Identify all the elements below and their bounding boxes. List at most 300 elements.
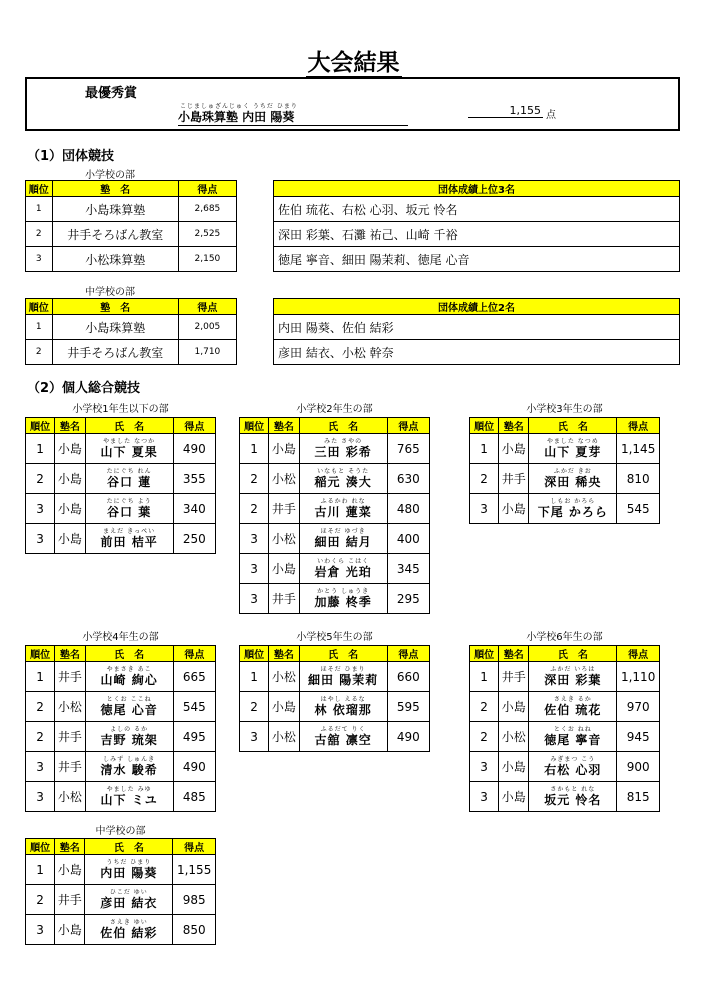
name-text: 坂元 怜名 bbox=[544, 793, 602, 807]
individual-school: 小島 bbox=[499, 752, 529, 782]
individual-score: 295 bbox=[387, 584, 429, 614]
individual-rank: 3 bbox=[26, 524, 55, 554]
individual-school: 小島 bbox=[55, 464, 85, 494]
individual-header-row bbox=[240, 418, 430, 434]
individual-name-cell bbox=[85, 692, 173, 722]
individual-rank: 2 bbox=[240, 494, 269, 524]
members-table bbox=[273, 180, 680, 272]
team-rank: 1 bbox=[26, 315, 53, 340]
individual-school: 井手 bbox=[55, 752, 85, 782]
individual-header-row bbox=[470, 418, 660, 434]
individual-name-cell bbox=[529, 752, 617, 782]
individual-score: 595 bbox=[387, 692, 429, 722]
individual-name-cell bbox=[299, 524, 387, 554]
individual-header-cell: 順位 bbox=[470, 418, 499, 434]
name-text: 徳尾 心音 bbox=[100, 703, 158, 717]
team-row bbox=[26, 247, 237, 272]
team-school: 井手そろばん教室 bbox=[52, 340, 178, 365]
individual-score: 545 bbox=[173, 692, 215, 722]
individual-header-cell: 氏 名 bbox=[85, 418, 173, 434]
individual-school: 小島 bbox=[499, 692, 529, 722]
team-row bbox=[26, 222, 237, 247]
individual-name-cell bbox=[85, 885, 173, 915]
individual-rank: 3 bbox=[26, 752, 55, 782]
individual-name-cell bbox=[299, 494, 387, 524]
individual-rank: 2 bbox=[26, 464, 55, 494]
individual-school: 井手 bbox=[269, 494, 299, 524]
name-text: 山下 ミユ bbox=[100, 793, 158, 807]
members-cell: 徳尾 寧音、細田 陽茉莉、徳尾 心音 bbox=[274, 247, 680, 272]
individual-rank: 3 bbox=[240, 554, 269, 584]
name-text: 下尾 かろら bbox=[537, 505, 608, 519]
individual-header-cell: 塾名 bbox=[269, 418, 299, 434]
individual-header-cell: 順位 bbox=[26, 839, 55, 855]
individual-row bbox=[240, 662, 430, 692]
individual-row bbox=[240, 434, 430, 464]
team-rank: 3 bbox=[26, 247, 53, 272]
team-school: 井手そろばん教室 bbox=[52, 222, 178, 247]
individual-rank: 1 bbox=[26, 434, 55, 464]
individual-rank: 1 bbox=[240, 434, 269, 464]
individual-rank: 3 bbox=[26, 494, 55, 524]
individual-score: 630 bbox=[387, 464, 429, 494]
team-header-cell: 塾 名 bbox=[52, 181, 178, 197]
mvp-unit: 点 bbox=[546, 110, 556, 121]
team-score: 2,525 bbox=[178, 222, 236, 247]
individual-name-cell bbox=[85, 464, 173, 494]
individual-name-cell bbox=[85, 524, 173, 554]
individual-name-cell bbox=[529, 434, 617, 464]
individual-school: 小松 bbox=[269, 722, 299, 752]
individual-rank: 3 bbox=[240, 524, 269, 554]
name-text: 深田 彩葉 bbox=[544, 673, 602, 687]
individual-table bbox=[469, 645, 660, 812]
name-text: 細田 結月 bbox=[314, 535, 372, 549]
individual-section-heading: （2）個人総合競技 bbox=[27, 381, 141, 396]
team-rank: 2 bbox=[26, 340, 53, 365]
individual-header-cell: 順位 bbox=[470, 646, 499, 662]
individual-name-cell bbox=[529, 782, 617, 812]
name-ruby: やまさき あこ bbox=[106, 666, 152, 673]
individual-score: 495 bbox=[173, 722, 215, 752]
individual-row bbox=[470, 434, 660, 464]
individual-name-cell bbox=[529, 662, 617, 692]
name-text: 佐伯 結彩 bbox=[100, 926, 158, 940]
individual-name-cell bbox=[299, 584, 387, 614]
individual-school: 小島 bbox=[499, 434, 529, 464]
individual-school: 小島 bbox=[269, 554, 299, 584]
team-score: 2,005 bbox=[178, 315, 236, 340]
individual-header-cell: 順位 bbox=[240, 646, 269, 662]
team-header-cell: 得点 bbox=[178, 299, 236, 315]
individual-header-cell: 得点 bbox=[387, 418, 429, 434]
team-header-cell: 順位 bbox=[26, 299, 53, 315]
individual-header-cell: 順位 bbox=[240, 418, 269, 434]
individual-row bbox=[240, 554, 430, 584]
individual-name-cell bbox=[529, 692, 617, 722]
individual-rank: 2 bbox=[240, 464, 269, 494]
individual-rank: 2 bbox=[26, 722, 55, 752]
individual-school: 井手 bbox=[55, 885, 85, 915]
individual-name-cell bbox=[299, 464, 387, 494]
name-text: 林 依瑠那 bbox=[314, 703, 372, 717]
individual-header-cell: 順位 bbox=[26, 646, 55, 662]
name-ruby: ふかだ いろは bbox=[550, 666, 596, 673]
page-title: 大会結果 bbox=[307, 50, 400, 76]
name-ruby: ふかだ きお bbox=[553, 468, 592, 475]
members-cell: 内田 陽葵、佐伯 結彩 bbox=[274, 315, 680, 340]
individual-school: 井手 bbox=[269, 584, 299, 614]
individual-school: 小島 bbox=[55, 434, 85, 464]
individual-rank: 1 bbox=[26, 662, 55, 692]
name-ruby: とくお ねね bbox=[553, 726, 592, 733]
members-header: 団体成績上位2名 bbox=[274, 299, 680, 315]
individual-rank: 3 bbox=[470, 752, 499, 782]
name-text: 三田 彩希 bbox=[314, 445, 372, 459]
individual-rank: 3 bbox=[26, 782, 55, 812]
members-row bbox=[274, 222, 680, 247]
name-ruby: やました みゆ bbox=[106, 786, 152, 793]
individual-row bbox=[240, 692, 430, 722]
individual-table bbox=[25, 645, 216, 812]
team-header-row bbox=[26, 299, 237, 315]
category-label: 小学校5年生の部 bbox=[296, 632, 373, 643]
individual-row bbox=[240, 524, 430, 554]
mvp-label: 最優秀賞 bbox=[85, 86, 138, 101]
individual-rank: 1 bbox=[26, 855, 55, 885]
mvp-score: 1,155 bbox=[468, 104, 543, 118]
individual-score: 815 bbox=[617, 782, 660, 812]
individual-school: 井手 bbox=[55, 662, 85, 692]
individual-score: 490 bbox=[173, 434, 215, 464]
individual-row bbox=[26, 782, 216, 812]
individual-score: 355 bbox=[173, 464, 215, 494]
individual-header-row bbox=[26, 646, 216, 662]
individual-header-cell: 塾名 bbox=[55, 646, 85, 662]
individual-header-cell: 氏 名 bbox=[299, 418, 387, 434]
individual-school: 小松 bbox=[269, 524, 299, 554]
individual-row bbox=[26, 722, 216, 752]
team-header-cell: 順位 bbox=[26, 181, 53, 197]
team-section-heading: （1）団体競技 bbox=[27, 149, 115, 164]
name-ruby: しみず しゅんき bbox=[103, 756, 156, 763]
name-ruby: さえき ゆい bbox=[109, 919, 148, 926]
name-ruby: ふるだて りく bbox=[320, 726, 366, 733]
mvp-name: 小島珠算塾 内田 陽葵 bbox=[178, 108, 408, 126]
individual-score: 490 bbox=[387, 722, 429, 752]
individual-table bbox=[25, 417, 216, 554]
individual-row bbox=[240, 722, 430, 752]
individual-rank: 2 bbox=[470, 464, 499, 494]
individual-name-cell bbox=[85, 752, 173, 782]
team-score: 1,710 bbox=[178, 340, 236, 365]
individual-header-cell: 氏 名 bbox=[299, 646, 387, 662]
name-text: 加藤 柊季 bbox=[314, 595, 372, 609]
name-text: 彦田 結衣 bbox=[100, 896, 158, 910]
name-ruby: さえき るか bbox=[553, 696, 592, 703]
team-table bbox=[25, 180, 237, 272]
individual-table bbox=[469, 417, 660, 524]
individual-header-cell: 塾名 bbox=[55, 418, 85, 434]
individual-header-cell: 氏 名 bbox=[529, 418, 617, 434]
team-table bbox=[25, 298, 237, 365]
individual-score: 250 bbox=[173, 524, 215, 554]
individual-row bbox=[240, 494, 430, 524]
name-ruby: いわくら こはく bbox=[317, 558, 370, 565]
individual-header-cell: 得点 bbox=[617, 646, 660, 662]
members-row bbox=[274, 315, 680, 340]
members-cell: 佐伯 琉花、右松 心羽、坂元 怜名 bbox=[274, 197, 680, 222]
individual-score: 945 bbox=[617, 722, 660, 752]
individual-school: 小松 bbox=[269, 464, 299, 494]
category-label: 小学校6年生の部 bbox=[526, 632, 603, 643]
individual-school: 小島 bbox=[269, 692, 299, 722]
team-row bbox=[26, 340, 237, 365]
individual-name-cell bbox=[299, 434, 387, 464]
members-row bbox=[274, 247, 680, 272]
individual-row bbox=[26, 464, 216, 494]
name-text: 谷口 葉 bbox=[107, 505, 152, 519]
individual-row bbox=[26, 855, 216, 885]
individual-rank: 2 bbox=[470, 692, 499, 722]
name-ruby: かとう しゅうき bbox=[317, 588, 370, 595]
individual-score: 545 bbox=[617, 494, 660, 524]
team-rank: 2 bbox=[26, 222, 53, 247]
individual-school: 小松 bbox=[499, 722, 529, 752]
individual-name-cell bbox=[299, 722, 387, 752]
individual-header-cell: 得点 bbox=[173, 418, 215, 434]
individual-name-cell bbox=[529, 494, 617, 524]
individual-header-cell: 塾名 bbox=[499, 418, 529, 434]
name-ruby: やました なつめ bbox=[546, 438, 599, 445]
individual-table bbox=[25, 838, 216, 945]
individual-header-cell: 氏 名 bbox=[85, 839, 173, 855]
individual-row bbox=[26, 494, 216, 524]
individual-row bbox=[470, 692, 660, 722]
individual-header-row bbox=[470, 646, 660, 662]
individual-name-cell bbox=[529, 722, 617, 752]
team-score: 2,685 bbox=[178, 197, 236, 222]
individual-row bbox=[26, 885, 216, 915]
individual-score: 340 bbox=[173, 494, 215, 524]
name-text: 古川 蓮菜 bbox=[314, 505, 372, 519]
individual-header-row bbox=[26, 839, 216, 855]
individual-rank: 1 bbox=[470, 434, 499, 464]
individual-rank: 2 bbox=[26, 885, 55, 915]
individual-name-cell bbox=[299, 692, 387, 722]
individual-header-cell: 順位 bbox=[26, 418, 55, 434]
individual-school: 小島 bbox=[55, 494, 85, 524]
name-ruby: さかもと れな bbox=[550, 786, 596, 793]
name-ruby: はやし えるな bbox=[320, 696, 366, 703]
team-junior-label: 中学校の部 bbox=[85, 287, 135, 298]
individual-rank: 3 bbox=[470, 782, 499, 812]
name-text: 山下 夏果 bbox=[100, 445, 158, 459]
individual-score: 1,155 bbox=[173, 855, 216, 885]
individual-name-cell bbox=[529, 464, 617, 494]
name-text: 右松 心羽 bbox=[544, 763, 602, 777]
name-text: 前田 桔平 bbox=[100, 535, 158, 549]
individual-rank: 3 bbox=[240, 722, 269, 752]
members-cell: 彦田 結衣、小松 幹奈 bbox=[274, 340, 680, 365]
individual-row bbox=[26, 692, 216, 722]
category-label: 小学校4年生の部 bbox=[82, 632, 159, 643]
individual-score: 765 bbox=[387, 434, 429, 464]
individual-score: 810 bbox=[617, 464, 660, 494]
team-row bbox=[26, 315, 237, 340]
name-ruby: ひこだ ゆい bbox=[109, 889, 148, 896]
team-row bbox=[26, 197, 237, 222]
individual-row bbox=[26, 524, 216, 554]
individual-row bbox=[26, 662, 216, 692]
name-ruby: ほそだ ひまり bbox=[320, 666, 366, 673]
name-text: 清水 駿希 bbox=[100, 763, 158, 777]
name-ruby: たにぐち よう bbox=[106, 498, 152, 505]
name-ruby: しもお かろら bbox=[550, 498, 596, 505]
name-text: 深田 稀央 bbox=[544, 475, 602, 489]
members-row bbox=[274, 340, 680, 365]
individual-rank: 3 bbox=[26, 915, 55, 945]
name-ruby: いなもと そうた bbox=[317, 468, 370, 475]
individual-rank: 2 bbox=[240, 692, 269, 722]
team-score: 2,150 bbox=[178, 247, 236, 272]
name-ruby: まえだ きっぺい bbox=[103, 528, 156, 535]
team-header-row bbox=[26, 181, 237, 197]
individual-score: 985 bbox=[173, 885, 216, 915]
individual-score: 345 bbox=[387, 554, 429, 584]
individual-row bbox=[470, 752, 660, 782]
name-ruby: ふるかわ れな bbox=[320, 498, 366, 505]
individual-table bbox=[239, 645, 430, 752]
individual-school: 小島 bbox=[55, 915, 85, 945]
individual-score: 900 bbox=[617, 752, 660, 782]
individual-header-cell: 氏 名 bbox=[85, 646, 173, 662]
individual-score: 400 bbox=[387, 524, 429, 554]
name-text: 谷口 蓮 bbox=[107, 475, 152, 489]
name-text: 細田 陽茉莉 bbox=[308, 673, 379, 687]
individual-name-cell bbox=[299, 662, 387, 692]
members-row bbox=[274, 197, 680, 222]
individual-school: 井手 bbox=[499, 662, 529, 692]
individual-name-cell bbox=[299, 554, 387, 584]
individual-name-cell bbox=[85, 494, 173, 524]
individual-school: 小松 bbox=[269, 662, 299, 692]
name-ruby: たにぐち れん bbox=[106, 468, 152, 475]
name-text: 徳尾 寧音 bbox=[544, 733, 602, 747]
category-label: 小学校2年生の部 bbox=[296, 404, 373, 415]
individual-score: 970 bbox=[617, 692, 660, 722]
individual-header-cell: 塾名 bbox=[269, 646, 299, 662]
name-ruby: みぎまつ こう bbox=[550, 756, 596, 763]
individual-row bbox=[470, 464, 660, 494]
name-text: 岩倉 光珀 bbox=[314, 565, 372, 579]
individual-score: 1,110 bbox=[617, 662, 660, 692]
individual-rank: 1 bbox=[240, 662, 269, 692]
individual-name-cell bbox=[85, 434, 173, 464]
members-header: 団体成績上位3名 bbox=[274, 181, 680, 197]
individual-rank: 1 bbox=[470, 662, 499, 692]
mvp-ruby: こじましゅざんじゅく うちだ ひまり bbox=[180, 103, 298, 110]
individual-header-cell: 塾名 bbox=[499, 646, 529, 662]
individual-name-cell bbox=[85, 782, 173, 812]
members-table bbox=[273, 298, 680, 365]
individual-name-cell bbox=[85, 915, 173, 945]
individual-school: 井手 bbox=[499, 464, 529, 494]
name-ruby: うちだ ひまり bbox=[106, 859, 152, 866]
individual-school: 小島 bbox=[499, 494, 529, 524]
team-rank: 1 bbox=[26, 197, 53, 222]
team-elem-label: 小学校の部 bbox=[85, 170, 135, 181]
name-text: 内田 陽葵 bbox=[100, 866, 158, 880]
individual-row bbox=[240, 464, 430, 494]
individual-score: 1,145 bbox=[617, 434, 660, 464]
individual-header-cell: 得点 bbox=[617, 418, 660, 434]
team-header-cell: 塾 名 bbox=[52, 299, 178, 315]
individual-school: 小島 bbox=[499, 782, 529, 812]
individual-table bbox=[239, 417, 430, 614]
individual-school: 小島 bbox=[269, 434, 299, 464]
name-ruby: みた さやの bbox=[324, 438, 363, 445]
name-ruby: よしの るか bbox=[110, 726, 149, 733]
individual-header-row bbox=[26, 418, 216, 434]
individual-rank: 3 bbox=[240, 584, 269, 614]
name-text: 佐伯 琉花 bbox=[544, 703, 602, 717]
name-text: 吉野 琉架 bbox=[100, 733, 158, 747]
name-text: 古舘 凛空 bbox=[314, 733, 372, 747]
individual-school: 小島 bbox=[55, 855, 85, 885]
individual-row bbox=[470, 722, 660, 752]
individual-row bbox=[470, 662, 660, 692]
individual-school: 小松 bbox=[55, 782, 85, 812]
name-ruby: とくお ここね bbox=[106, 696, 152, 703]
team-school: 小島珠算塾 bbox=[52, 197, 178, 222]
individual-score: 665 bbox=[173, 662, 215, 692]
team-header-cell: 得点 bbox=[178, 181, 236, 197]
individual-header-cell: 塾名 bbox=[55, 839, 85, 855]
individual-row bbox=[26, 915, 216, 945]
individual-row bbox=[26, 434, 216, 464]
individual-name-cell bbox=[85, 662, 173, 692]
individual-row bbox=[470, 782, 660, 812]
individual-row bbox=[470, 494, 660, 524]
individual-row bbox=[240, 584, 430, 614]
members-header-row bbox=[274, 181, 680, 197]
individual-header-cell: 得点 bbox=[387, 646, 429, 662]
individual-score: 490 bbox=[173, 752, 215, 782]
name-text: 山崎 絢心 bbox=[100, 673, 158, 687]
individual-score: 480 bbox=[387, 494, 429, 524]
individual-score: 660 bbox=[387, 662, 429, 692]
members-cell: 深田 彩葉、石灘 祐己、山崎 千裕 bbox=[274, 222, 680, 247]
individual-score: 850 bbox=[173, 915, 216, 945]
team-school: 小松珠算塾 bbox=[52, 247, 178, 272]
individual-name-cell bbox=[85, 722, 173, 752]
category-label: 小学校3年生の部 bbox=[526, 404, 603, 415]
individual-header-cell: 得点 bbox=[173, 839, 216, 855]
individual-score: 485 bbox=[173, 782, 215, 812]
individual-school: 井手 bbox=[55, 722, 85, 752]
name-text: 山下 夏芽 bbox=[544, 445, 602, 459]
individual-header-row bbox=[240, 646, 430, 662]
individual-rank: 3 bbox=[470, 494, 499, 524]
individual-school: 小松 bbox=[55, 692, 85, 722]
individual-header-cell: 氏 名 bbox=[529, 646, 617, 662]
individual-rank: 2 bbox=[26, 692, 55, 722]
individual-school: 小島 bbox=[55, 524, 85, 554]
team-school: 小島珠算塾 bbox=[52, 315, 178, 340]
name-ruby: ほそだ ゆづき bbox=[320, 528, 366, 535]
individual-header-cell: 得点 bbox=[173, 646, 215, 662]
